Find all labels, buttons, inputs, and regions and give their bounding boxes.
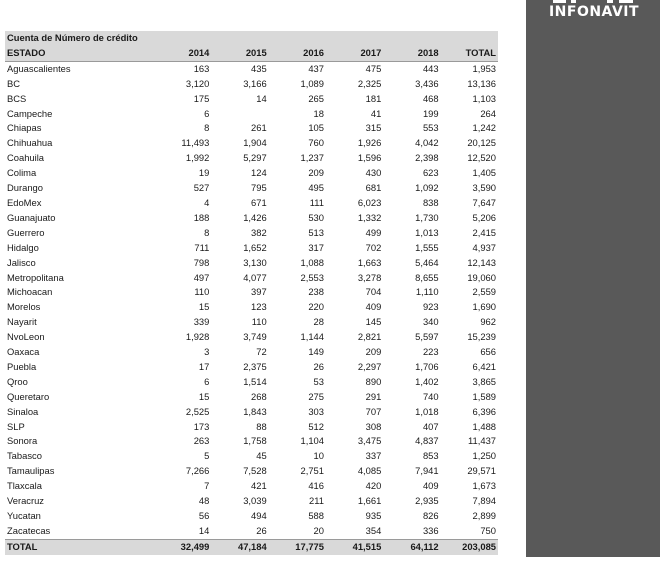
header-2016: 2016	[269, 46, 326, 61]
cell-2018: 1,402	[415, 375, 439, 387]
cell-2014: 48	[198, 495, 210, 507]
cell-estado: Aguascalientes	[7, 62, 71, 74]
cell-2018: 838	[422, 196, 439, 208]
cell-estado: Morelos	[7, 301, 41, 313]
cell-2015: 110	[251, 316, 267, 328]
cell-2015: 4,077	[243, 271, 267, 283]
cell-2014: 6	[204, 107, 210, 119]
cell-estado: BCS	[7, 92, 27, 104]
table-row	[5, 181, 498, 196]
cell-total: 962	[480, 316, 496, 328]
cell-2015: 124	[251, 167, 267, 179]
cell-2017: 409	[365, 301, 382, 313]
cell-2016: 111	[309, 196, 324, 208]
cell-2014: 7	[204, 480, 210, 492]
cell-2017: 1,596	[357, 152, 382, 164]
table-row	[5, 226, 498, 241]
cell-2016: 105	[308, 122, 324, 134]
cell-2015	[211, 107, 268, 122]
table-row	[5, 211, 498, 226]
cell-2014: 110	[194, 286, 210, 298]
cell-2018: 4,042	[415, 137, 439, 149]
table-row	[5, 434, 498, 449]
cell-2016: 1,104	[300, 435, 324, 447]
cell-2018: 4,837	[415, 435, 439, 447]
cell-2014: 263	[193, 435, 210, 447]
cell-estado: Queretaro	[7, 390, 50, 402]
cell-2014: 11,493	[181, 137, 210, 149]
cell-2017: 707	[365, 405, 382, 417]
table-body	[5, 61, 498, 539]
cell-2017: 308	[365, 420, 382, 432]
cell-2016: 317	[308, 241, 324, 253]
credit-count-table-container	[5, 31, 498, 555]
cell-estado: Qroo	[7, 375, 28, 387]
total-label: TOTAL	[5, 539, 154, 554]
cell-2016: 275	[308, 390, 324, 402]
cell-2018: 3,436	[415, 77, 439, 89]
cell-2014: 7,266	[185, 465, 210, 477]
cell-2016: 265	[308, 92, 324, 104]
table-row	[5, 285, 498, 300]
cell-total: 1,103	[472, 92, 496, 104]
cell-2018: 443	[422, 62, 439, 74]
cell-2017: 6,023	[357, 196, 382, 208]
cell-total: 1,589	[472, 390, 496, 402]
cell-total: 11,437	[468, 435, 496, 447]
table-row	[5, 107, 498, 122]
cell-2014: 497	[193, 271, 210, 283]
table-row	[5, 271, 498, 286]
cell-2014: 3,120	[185, 77, 210, 89]
cell-estado: Yucatan	[7, 510, 41, 521]
table-row	[5, 300, 498, 315]
total-2014: 32,499	[154, 539, 211, 554]
cell-total: 20,125	[467, 137, 496, 149]
cell-2016: 20	[313, 524, 324, 536]
cell-2017: 3,475	[357, 435, 382, 447]
cell-2016: 211	[309, 495, 324, 507]
cell-2014: 3	[204, 346, 210, 358]
cell-2017: 41	[370, 107, 382, 119]
cell-2017: 2,297	[357, 360, 382, 372]
cell-2017: 3,278	[357, 271, 382, 283]
cell-2015: 1,514	[243, 375, 267, 387]
table-row	[5, 256, 498, 271]
table-row	[5, 509, 498, 524]
cell-estado: Guanajuato	[7, 211, 56, 223]
cell-2015: 88	[256, 420, 267, 432]
cell-total: 1,690	[472, 301, 496, 313]
cell-2014: 5	[204, 450, 210, 462]
cell-2014: 527	[193, 182, 210, 194]
cell-estado: Nayarit	[7, 316, 37, 328]
cell-2017: 704	[365, 286, 382, 298]
cell-2018: 923	[422, 301, 439, 313]
cell-2014: 8	[204, 122, 210, 134]
cell-total: 2,559	[472, 286, 496, 298]
table-row	[5, 136, 498, 151]
cell-2018: 623	[422, 167, 439, 179]
cell-total: 13,136	[467, 77, 496, 89]
table-row	[5, 330, 498, 345]
cell-2018: 2,935	[415, 495, 439, 507]
table-row	[5, 390, 498, 405]
cell-estado: Hidalgo	[7, 241, 39, 253]
cell-2016: 1,088	[300, 256, 324, 268]
cell-2015: 1,652	[243, 241, 267, 253]
cell-2016: 1,237	[300, 152, 324, 164]
cell-2017: 475	[365, 62, 382, 74]
cell-2018: 1,013	[415, 226, 439, 238]
cell-total: 19,060	[467, 271, 496, 283]
cell-estado: Tabasco	[7, 450, 42, 462]
cell-estado: Metropolitana	[7, 271, 64, 283]
total-2015: 47,184	[211, 539, 268, 554]
cell-2018: 407	[422, 420, 439, 432]
cell-2016: 28	[313, 316, 324, 328]
cell-total: 2,899	[472, 510, 496, 521]
table-row	[5, 375, 498, 390]
table-row	[5, 420, 498, 435]
cell-total: 12,143	[467, 256, 496, 268]
table-row	[5, 524, 498, 539]
table-row	[5, 61, 498, 76]
cell-2016: 512	[308, 420, 324, 432]
cell-2014: 14	[198, 524, 210, 536]
table-row	[5, 405, 498, 420]
cell-2018: 5,464	[415, 256, 439, 268]
cell-2015: 494	[251, 510, 267, 521]
total-2018: 64,112	[383, 539, 440, 554]
cell-2016: 760	[308, 137, 324, 149]
cell-2018: 740	[422, 390, 439, 402]
cell-2015: 7,528	[243, 465, 267, 477]
cell-2016: 513	[308, 226, 324, 238]
cell-estado: Oaxaca	[7, 346, 40, 358]
table-row	[5, 360, 498, 375]
cell-2018: 468	[422, 92, 439, 104]
cell-2018: 826	[422, 510, 439, 521]
cell-2014: 15	[198, 390, 210, 402]
cell-total: 6,421	[472, 360, 496, 372]
cell-2015: 3,130	[243, 256, 267, 268]
cell-total: 1,242	[472, 122, 496, 134]
cell-2016: 2,553	[300, 271, 324, 283]
cell-2014: 56	[198, 510, 210, 521]
cell-estado: Durango	[7, 182, 43, 194]
header-estado: ESTADO	[5, 46, 154, 61]
cell-2018: 1,110	[415, 286, 439, 298]
brand-side-panel	[526, 0, 660, 557]
total-grand: 203,085	[441, 539, 498, 554]
cell-estado: Coahuila	[7, 152, 45, 164]
cell-2014: 1,928	[185, 331, 210, 343]
cell-2018: 409	[422, 480, 439, 492]
cell-2016: 238	[308, 286, 324, 298]
cell-2014: 8	[204, 226, 210, 238]
cell-estado: Campeche	[7, 107, 53, 119]
cell-2017: 354	[365, 524, 382, 536]
cell-2015: 3,166	[243, 77, 267, 89]
cell-2016: 1,144	[300, 331, 324, 343]
cell-estado: Tamaulipas	[7, 465, 55, 477]
cell-2015: 45	[256, 450, 267, 462]
cell-total: 29,571	[467, 465, 496, 477]
table-row	[5, 479, 498, 494]
table-row	[5, 464, 498, 479]
cell-2016: 588	[308, 510, 324, 521]
cell-total: 2,415	[472, 226, 496, 238]
cell-2017: 181	[365, 92, 382, 104]
cell-2014: 339	[193, 316, 210, 328]
cell-2017: 702	[365, 241, 382, 253]
cell-2014: 17	[198, 360, 210, 372]
infonavit-logo-mark	[543, 0, 645, 3]
cell-estado: Tlaxcala	[7, 480, 42, 492]
cell-total: 264	[480, 107, 496, 119]
cell-2017: 430	[365, 167, 382, 179]
cell-estado: Jalisco	[7, 256, 36, 268]
cell-2016: 149	[308, 346, 324, 358]
cell-2017: 890	[365, 375, 382, 387]
cell-2015: 382	[251, 226, 267, 238]
cell-2015: 268	[251, 390, 267, 402]
cell-2017: 209	[365, 346, 382, 358]
header-2015: 2015	[211, 46, 268, 61]
cell-estado: Puebla	[7, 360, 37, 372]
cell-2015: 671	[251, 196, 267, 208]
cell-2017: 1,663	[357, 256, 382, 268]
cell-2018: 8,655	[415, 271, 439, 283]
cell-2018: 853	[422, 450, 439, 462]
cell-2014: 1,992	[185, 152, 210, 164]
infonavit-logo: INFONAVIT	[548, 4, 640, 20]
cell-2015: 1,426	[243, 211, 267, 223]
cell-2014: 175	[193, 92, 210, 104]
cell-2014: 15	[198, 301, 210, 313]
table-row	[5, 151, 498, 166]
cell-2015: 123	[251, 301, 267, 313]
cell-2015: 26	[256, 524, 267, 536]
cell-2017: 499	[365, 226, 382, 238]
cell-2018: 1,018	[415, 405, 439, 417]
cell-estado: Guerrero	[7, 226, 45, 238]
cell-2014: 4	[204, 196, 210, 208]
cell-estado: Sinaloa	[7, 405, 39, 417]
cell-estado: BC	[7, 77, 21, 89]
cell-2015: 1,758	[243, 435, 267, 447]
table-caption-row	[5, 31, 498, 46]
cell-estado: SLP	[7, 420, 25, 432]
cell-2016: 530	[308, 211, 324, 223]
cell-total: 7,647	[472, 196, 496, 208]
cell-total: 1,673	[472, 480, 496, 492]
cell-2016: 18	[313, 107, 324, 119]
cell-total: 3,590	[472, 182, 496, 194]
table-row	[5, 345, 498, 360]
cell-2015: 3,039	[243, 495, 267, 507]
cell-2015: 1,843	[243, 405, 267, 417]
table-row	[5, 196, 498, 211]
cell-total: 7,894	[472, 495, 496, 507]
cell-2017: 1,926	[357, 137, 382, 149]
cell-estado: Colima	[7, 167, 37, 179]
cell-2018: 2,398	[415, 152, 439, 164]
table-header-row	[5, 46, 498, 61]
cell-estado: EdoMex	[7, 196, 42, 208]
cell-2017: 291	[365, 390, 382, 402]
table-row	[5, 166, 498, 181]
cell-2016: 26	[313, 360, 324, 372]
cell-2014: 6	[204, 375, 210, 387]
cell-2018: 1,555	[415, 241, 439, 253]
cell-estado: Chihuahua	[7, 137, 53, 149]
cell-total: 1,405	[472, 167, 496, 179]
cell-2017: 935	[365, 510, 382, 521]
cell-estado: Zacatecas	[7, 524, 51, 536]
header-2017: 2017	[326, 46, 383, 61]
cell-2016: 209	[308, 167, 324, 179]
cell-2018: 1,730	[415, 211, 439, 223]
cell-2018: 223	[422, 346, 439, 358]
cell-2015: 5,297	[243, 152, 267, 164]
cell-2015: 3,749	[243, 331, 267, 343]
cell-2016: 220	[308, 301, 324, 313]
cell-2016: 2,751	[300, 465, 324, 477]
cell-2017: 2,325	[357, 77, 382, 89]
cell-2016: 303	[308, 405, 324, 417]
cell-total: 6,396	[472, 405, 496, 417]
table-row	[5, 121, 498, 136]
credit-count-table	[5, 31, 498, 555]
cell-2016: 1,089	[300, 77, 324, 89]
cell-total: 12,520	[467, 152, 496, 164]
cell-2017: 1,661	[357, 495, 382, 507]
cell-total: 4,937	[472, 241, 496, 253]
table-row	[5, 494, 498, 509]
cell-2015: 2,375	[243, 360, 267, 372]
total-2016: 17,775	[269, 539, 326, 554]
cell-2014: 19	[198, 167, 210, 179]
cell-2018: 336	[422, 524, 439, 536]
cell-estado: Chiapas	[7, 122, 42, 134]
cell-2017: 145	[365, 316, 382, 328]
cell-2014: 2,525	[185, 405, 210, 417]
cell-2017: 2,821	[357, 331, 382, 343]
cell-2018: 553	[422, 122, 439, 134]
cell-2015: 421	[251, 480, 267, 492]
cell-2017: 337	[365, 450, 382, 462]
header-total: TOTAL	[441, 46, 498, 61]
cell-2015: 72	[256, 346, 267, 358]
cell-2018: 7,941	[415, 465, 439, 477]
cell-2016: 53	[313, 375, 324, 387]
table-row	[5, 241, 498, 256]
table-row	[5, 92, 498, 107]
cell-2018: 1,706	[415, 360, 439, 372]
total-row	[5, 539, 498, 554]
cell-2015: 397	[251, 286, 267, 298]
cell-estado: Michoacan	[7, 286, 53, 298]
cell-total: 1,488	[472, 420, 496, 432]
cell-2014: 163	[193, 62, 210, 74]
cell-total: 3,865	[472, 375, 496, 387]
cell-2016: 495	[308, 182, 324, 194]
cell-2015: 14	[256, 92, 267, 104]
cell-2016: 10	[313, 450, 324, 462]
cell-2018: 1,092	[415, 182, 439, 194]
header-2014: 2014	[154, 46, 211, 61]
cell-2017: 681	[365, 182, 382, 194]
table-caption: Cuenta de Número de crédito	[5, 31, 498, 46]
cell-2016: 437	[308, 62, 324, 74]
cell-total: 1,250	[472, 450, 496, 462]
cell-estado: Veracruz	[7, 495, 44, 507]
total-2017: 41,515	[326, 539, 383, 554]
cell-total: 5,206	[472, 211, 496, 223]
cell-2014: 188	[193, 211, 210, 223]
cell-2017: 4,085	[357, 465, 382, 477]
cell-total: 15,239	[467, 331, 496, 343]
cell-2015: 795	[251, 182, 267, 194]
cell-2017: 420	[365, 480, 382, 492]
cell-2018: 340	[422, 316, 439, 328]
cell-2018: 199	[422, 107, 439, 119]
table-row	[5, 315, 498, 330]
cell-estado: Sonora	[7, 435, 38, 447]
cell-2014: 711	[194, 241, 210, 253]
cell-2016: 416	[308, 480, 324, 492]
header-2018: 2018	[383, 46, 440, 61]
cell-2015: 1,904	[243, 137, 267, 149]
table-row	[5, 449, 498, 464]
cell-2018: 5,597	[415, 331, 439, 343]
cell-2015: 261	[251, 122, 267, 134]
cell-total: 1,953	[472, 62, 496, 74]
cell-total: 750	[480, 524, 496, 536]
cell-estado: NvoLeon	[7, 331, 45, 343]
cell-2014: 173	[193, 420, 210, 432]
cell-2017: 1,332	[357, 211, 382, 223]
cell-2017: 315	[365, 122, 382, 134]
cell-total: 656	[480, 346, 496, 358]
table-row	[5, 77, 498, 92]
cell-2014: 798	[193, 256, 210, 268]
cell-2015: 435	[251, 62, 267, 74]
